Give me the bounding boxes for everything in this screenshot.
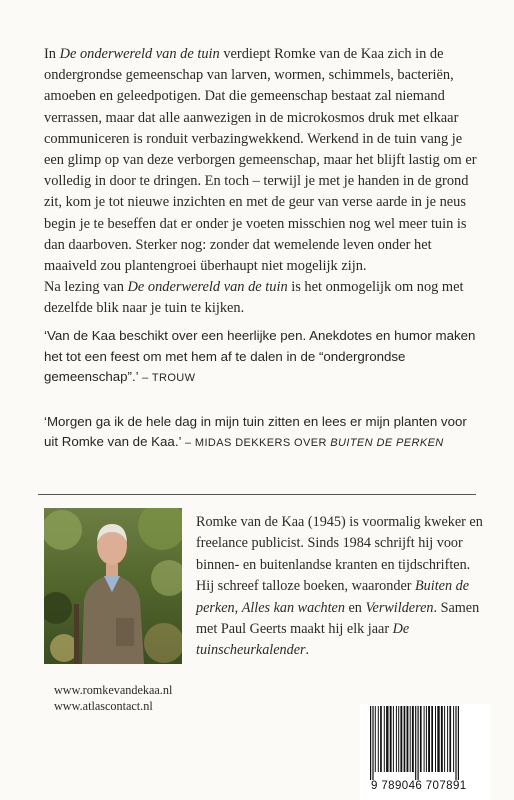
barcode-bar — [428, 706, 430, 772]
bio-book-title: Buiten de perken — [196, 578, 469, 616]
blurb-paragraph-2 — [44, 277, 484, 319]
barcode-bar — [424, 706, 425, 772]
barcode-bar — [435, 706, 436, 772]
barcode-bar — [386, 706, 388, 772]
barcode-bar — [418, 706, 419, 780]
review-quote-dekkers — [44, 412, 484, 454]
barcode-bar — [437, 706, 439, 772]
bio-separator: , — [234, 599, 242, 616]
author-bio — [196, 512, 486, 662]
barcode-bar — [455, 706, 456, 780]
blurb-text: verdiept Romke van de Kaa zich in de ondergrondse gemeenschap van larven, wormen, schimmels, bacteriën, amoeben en geleedpotigen. Dat die gemeenschap bestaat zal niemand verrassen, maar dat alle aanwezigen in de microkosmos druk met elkaar communiceren is ronduit verbazingwekkend. Werkend in de tuin vang je een glimp op van deze verborgen gemeenschap, maar het blijft lastig om er volledig in door te dringen. En toch – terwijl je met je handen in de grond zit, kom je tot nieuwe inzichten en met de geur van verse aarde in je neus begin je te beseffen dat er onder je voeten misschien nog wel meer tuin is dan daarboven. Sterker nog: zonder dat wemelende leven onder het maaiveld zou plantengroei überhaupt niet mogelijk zijn. — [44, 46, 477, 275]
barcode-bar — [447, 706, 448, 772]
barcode-bar — [378, 706, 379, 772]
barcode-bar — [420, 706, 422, 772]
barcode-bar — [404, 706, 406, 772]
website-link-publisher[interactable]: www.atlascontact.nl — [54, 699, 153, 713]
review-quote-trouw — [44, 326, 484, 389]
barcode-bar — [375, 706, 376, 772]
barcode-bar — [396, 706, 397, 772]
barcode-bar — [380, 706, 382, 772]
barcode-bar — [407, 706, 409, 772]
barcode-bar — [410, 706, 411, 772]
bio-text: . — [305, 642, 310, 659]
barcode-bar — [449, 706, 451, 772]
barcode-bar — [415, 706, 416, 780]
divider-line — [38, 494, 476, 495]
blurb-prefix-2: Na lezing van — [44, 279, 128, 296]
barcode-bar — [444, 706, 445, 772]
barcode-bar — [426, 706, 427, 772]
barcode-bar — [390, 706, 392, 772]
isbn-number: 9 789046 707891 — [371, 780, 467, 792]
barcode-bar — [398, 706, 399, 772]
quote-source: – MIDAS DEKKERS OVER — [181, 437, 331, 449]
review-quotes — [44, 326, 484, 477]
book-title-2: De onderwereld van de tuin — [127, 279, 288, 296]
bio-book-title: De tuinscheurkalender — [196, 621, 410, 659]
barcode-bar — [372, 706, 373, 780]
barcode-bar — [400, 706, 402, 772]
author-photo — [44, 508, 182, 664]
bio-text: Romke van de Kaa (1945) is voormalig kweker en freelance publicist. Sinds 1984 schrijft hij voor binnen- en buitenlandse kranten en tijdschriften. Hij schreef talloze boeken, waaronder — [196, 514, 483, 595]
barcode-bar — [441, 706, 443, 772]
quote-text: ‘Morgen ga ik de hele dag in mijn tuin zitten en lees er mijn planten voor uit Romke van de Kaa.’ — [44, 413, 467, 449]
barcode-bar — [431, 706, 433, 772]
quote-source: – TROUW — [138, 372, 196, 384]
bio-book-title: Verwilderen — [365, 599, 434, 616]
website-link-author[interactable]: www.romkevandekaa.nl — [54, 683, 173, 697]
quote-text: ‘Van de Kaa beschikt over een heerlijke pen. Anekdotes en humor maken het tot een feest om met hem af te dalen in de “ondergrondse gemeenschap”.’ — [44, 328, 476, 384]
bio-book-title: Alles kan wachten — [241, 599, 345, 616]
book-title: De onderwereld van de tuin — [59, 46, 220, 62]
barcode-bar — [453, 706, 454, 772]
barcode-bar — [370, 706, 371, 780]
barcode-bar — [412, 706, 414, 772]
barcode-bars — [360, 704, 490, 780]
bio-text: en — [344, 599, 366, 616]
website-links — [54, 682, 314, 714]
barcode-bar — [384, 706, 385, 772]
barcode-bar — [393, 706, 394, 772]
bio-text: . Samen met Paul Geerts maakt hij elk jaar — [196, 599, 480, 638]
blurb-text-2: is het onmogelijk om nog met dezelfde blik naar je tuin te kijken. — [44, 279, 464, 317]
barcode-bar — [458, 706, 459, 780]
blurb-paragraph-1 — [44, 44, 484, 277]
blurb-prefix: In — [44, 46, 60, 62]
back-cover-blurb — [44, 44, 484, 320]
quote-source-title: BUITEN DE PERKEN — [330, 437, 444, 449]
